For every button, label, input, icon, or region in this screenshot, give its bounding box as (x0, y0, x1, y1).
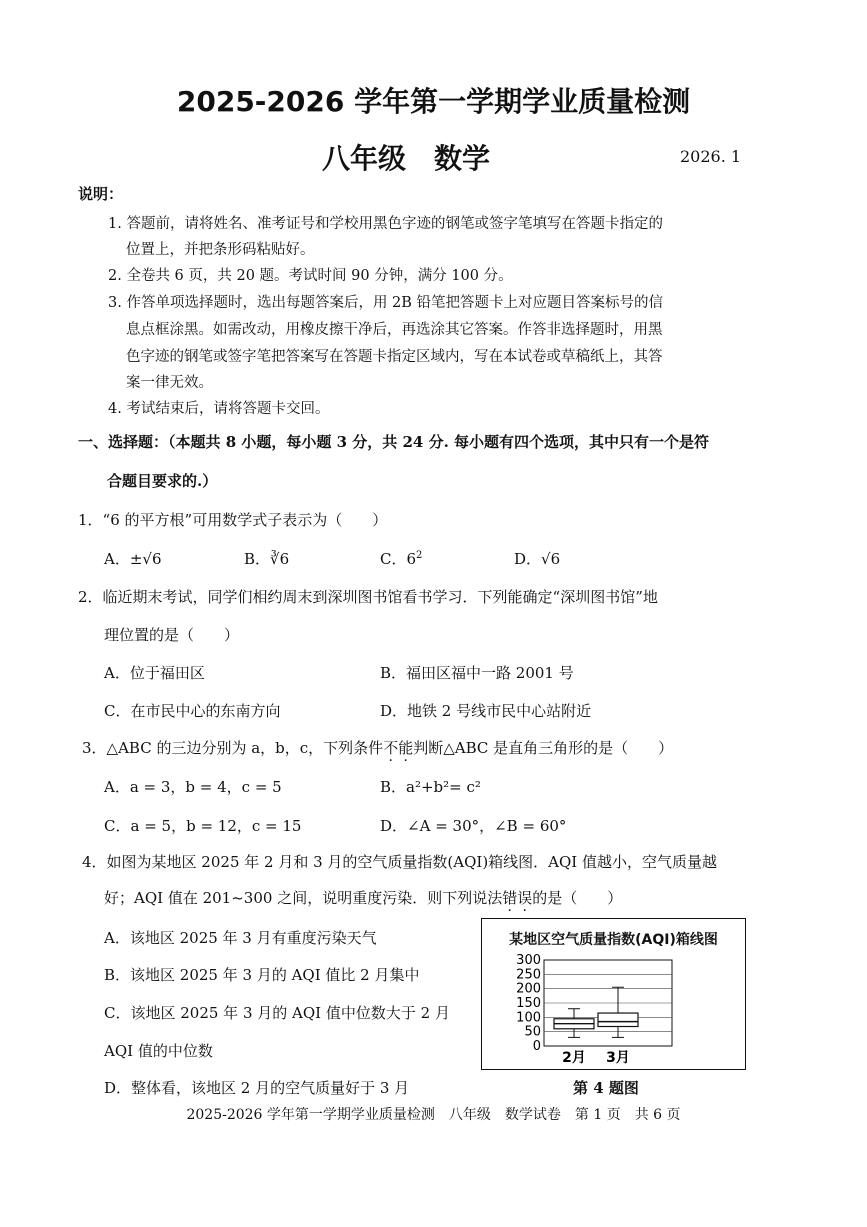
q3-option-b: B．a²+b²= c² (380, 778, 481, 796)
x-category-label: 2月 (562, 1050, 586, 1066)
q2-option-b: B．福田区福中一路 2001 号 (380, 664, 574, 682)
chart-title: 某地区空气质量指数(AQI)箱线图 (509, 932, 718, 948)
instruction-line: 案一律无效。 (126, 375, 213, 391)
instruction-line: 色字迹的钢笔或签字笔把答案写在答题卡指定区域内，写在本试卷或草稿纸上，其答 (126, 349, 663, 365)
question-2-stem: 2．临近期末考试，同学们相约周末到深圳图书馆看书学习．下列能确定“深圳图书馆”地 (78, 588, 658, 606)
q1-option-c-exponent: 2 (416, 550, 423, 561)
instructions-heading: 说明： (78, 185, 124, 203)
boxplot-svg (482, 919, 744, 1069)
q1-option-b: B．∛6 (244, 550, 290, 568)
q3-stem-pre: 3．△ABC 的三边分别为 a，b，c，下列条件 (82, 739, 384, 757)
q4-option-c: C．该地区 2025 年 3 月的 AQI 值中位数大于 2 月 (104, 1004, 450, 1022)
q3-option-d: D．∠A = 30°，∠B = 60° (380, 817, 567, 835)
q4-option-d: D．整体看，该地区 2 月的空气质量好于 3 月 (104, 1079, 410, 1097)
instruction-line: 3. 作答单项选择题时，选出每题答案后，用 2B 铅笔把答题卡上对应题目答案标号的信 (108, 295, 664, 311)
section-heading-cont: 合题目要求的.） (107, 472, 218, 490)
question-2-stem-cont: 理位置的是（ ） (104, 626, 240, 644)
q2-option-d: D．地铁 2 号线市民中心站附近 (380, 702, 592, 720)
q4-option-a: A．该地区 2025 年 3 月有重度污染天气 (104, 929, 377, 947)
q4-stem-post: 的是（ ） (532, 889, 623, 907)
q3-option-c: C．a = 5，b = 12，c = 15 (104, 817, 302, 835)
y-tick-label: 100 (516, 1010, 541, 1026)
section-heading: 一、选择题：（本题共 8 小题，每小题 3 分，共 24 分. 每小题有四个选项，其中只有一个是符 (78, 433, 710, 451)
aqi-boxplot-figure (481, 918, 746, 1070)
q3-emphasis: 能 (398, 739, 414, 757)
q1-option-c-base: C．6 (380, 550, 417, 568)
exam-title: 2025-2026 学年第一学期学业质量检测 (176, 85, 691, 118)
question-1-stem: 1．“6 的平方根”可用数学式子表示为（ ） (78, 511, 388, 529)
instruction-line: 位置上，并把条形码粘贴好。 (126, 242, 315, 258)
y-tick-label: 0 (532, 1039, 541, 1054)
q4-option-c-cont: AQI 值的中位数 (104, 1042, 213, 1060)
q1-option-c (380, 548, 422, 569)
instruction-line: 1. 答题前，请将姓名、准考证号和学校用黑色字迹的钢笔或签字笔填写在答题卡指定的 (108, 216, 663, 232)
y-tick-label: 250 (516, 967, 541, 983)
instruction-line: 息点框涂黑。如需改动，用橡皮擦干净后，再选涂其它答案。作答非选择题时，用黑 (126, 322, 663, 338)
page-footer: 2025-2026 学年第一学期学业质量检测 八年级 数学试卷 第 1 页 共 6 页 (186, 1107, 681, 1123)
instruction-line: 2. 全卷共 6 页，共 20 题。考试时间 90 分钟，满分 100 分。 (108, 268, 513, 284)
q4-emphasis: 误 (517, 889, 533, 907)
q2-option-a: A．位于福田区 (104, 664, 205, 682)
q1-option-a: A．±√6 (104, 550, 162, 568)
y-tick-label: 200 (516, 981, 541, 997)
y-tick-label: 150 (516, 996, 541, 1011)
exam-date: 2026. 1 (680, 147, 742, 166)
figure-caption: 第 4 题图 (573, 1079, 639, 1097)
q4-emphasis: 错 (502, 889, 518, 907)
question-4-stem-cont (104, 887, 622, 908)
y-tick-label: 50 (524, 1024, 541, 1040)
exam-subtitle: 八年级 数学 (322, 142, 491, 175)
q3-option-a: A．a = 3，b = 4，c = 5 (104, 778, 282, 796)
x-category-label: 3月 (606, 1050, 630, 1066)
box-iqr (598, 1013, 638, 1026)
q4-stem-pre: 好；AQI 值在 201~300 之间，说明重度污染．则下列说法 (104, 889, 503, 907)
q4-option-b: B．该地区 2025 年 3 月的 AQI 值比 2 月集中 (104, 966, 420, 984)
question-3-stem (82, 737, 673, 758)
y-tick-label: 300 (516, 953, 541, 968)
q1-option-d: D．√6 (514, 550, 561, 568)
q3-stem-post: 判断△ABC 是直角三角形的是（ ） (413, 739, 674, 757)
instruction-line: 4. 考试结束后，请将答题卡交回。 (108, 401, 330, 417)
question-4-stem: 4．如图为某地区 2025 年 2 月和 3 月的空气质量指数(AQI)箱线图．AQI 值越小，空气质量越 (82, 853, 717, 871)
q2-option-c: C．在市民中心的东南方向 (104, 702, 281, 720)
q3-emphasis: 不 (383, 739, 399, 757)
